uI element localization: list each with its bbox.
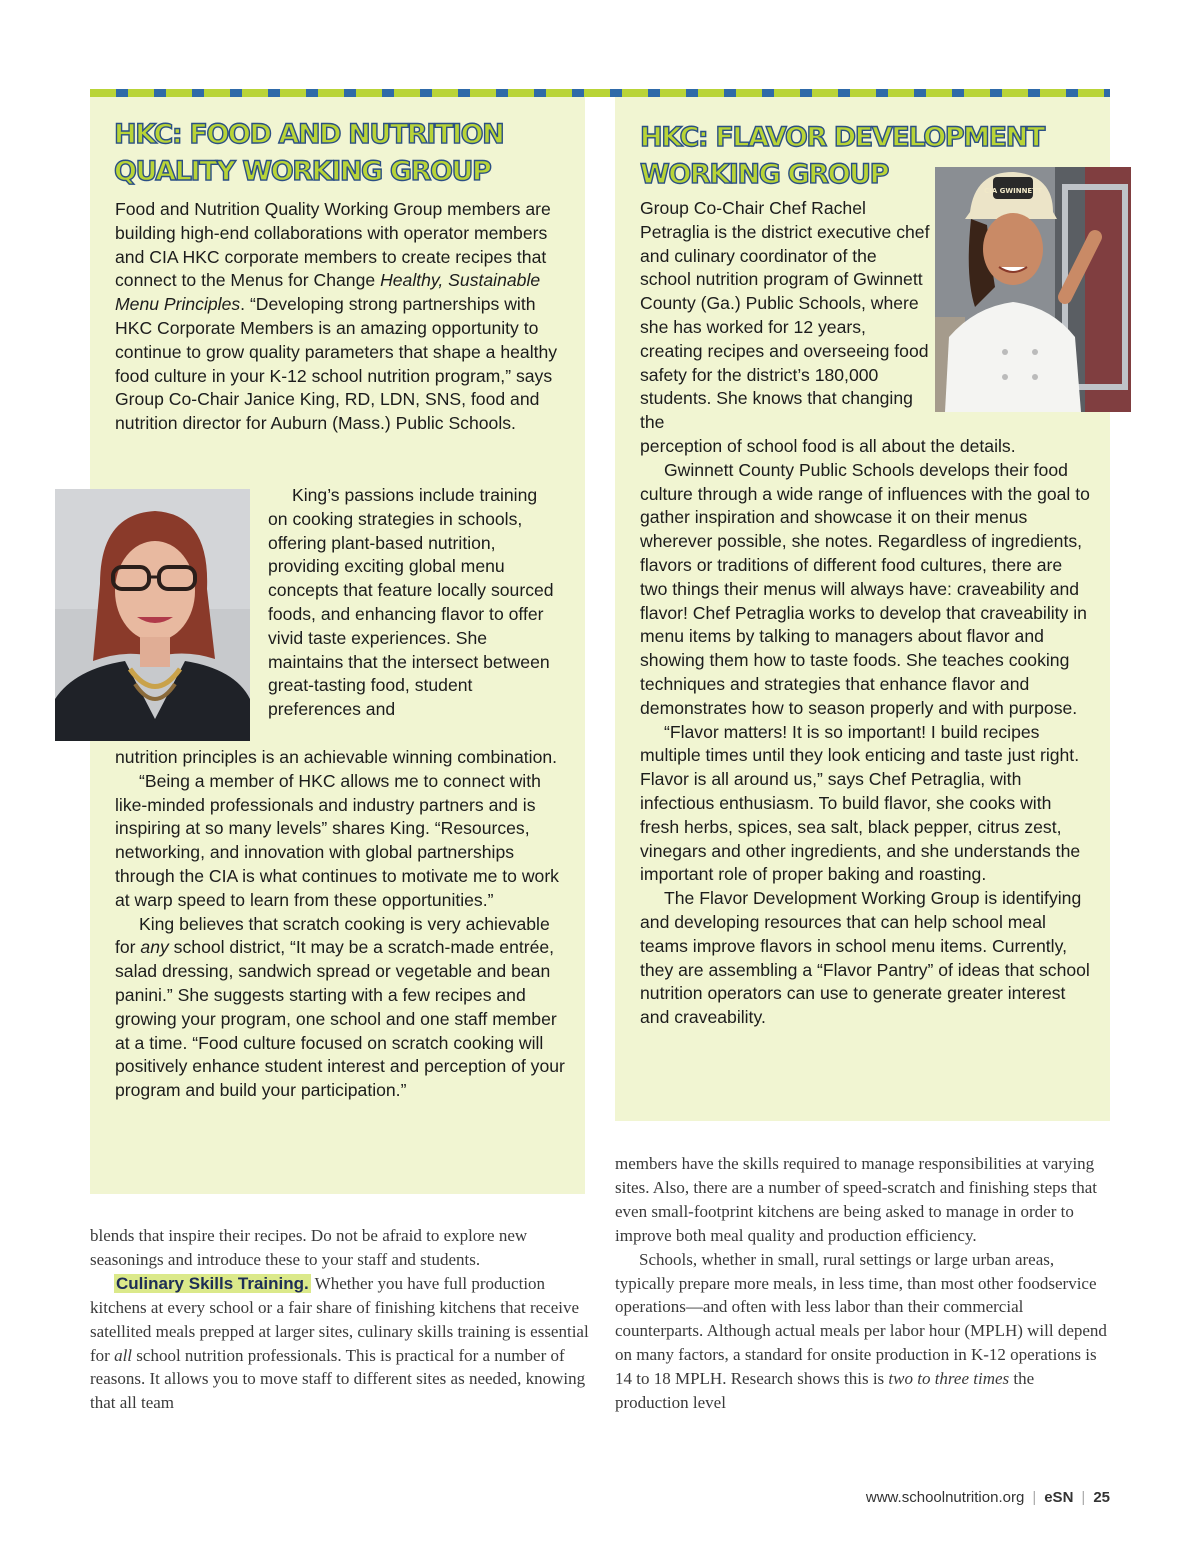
footer-brand: eSN bbox=[1044, 1489, 1074, 1506]
heading-flavor-development: HKC: FLAVOR DEVELOPMENT WORKING GROUP bbox=[640, 122, 1044, 190]
body-right-column bbox=[615, 1152, 1110, 1415]
photo-janice-king bbox=[55, 489, 250, 741]
left-box-paragraph-2-continued: nutrition principles is an achievable winning combination. “Being a member of HKC allows me to connect with like-minded professionals and industry partners and is inspiring at so many levels” shares King. “Resources, networking, and innovation with global partnerships through the CIA is what continues to motivate me to work at warp speed to learn from these opportunities.” King believes that scratch cooking is very achievable for any school district, “It may be a scratch-made entrée, salad dressing, sandwich spread or vegetable and bean panini.” She suggests starting with a few recipes and growing your program, one school and one staff member at a time. “Food culture focused on scratch cooking will positively enhance student interest and perception of your program and build your participation.” bbox=[115, 746, 565, 1103]
top-stripe bbox=[90, 89, 1110, 97]
footer-separator: | bbox=[1081, 1489, 1086, 1506]
photo-rachel-petraglia bbox=[935, 167, 1131, 412]
heading-food-nutrition: HKC: FOOD AND NUTRITION QUALITY WORKING GROUP bbox=[114, 119, 504, 187]
body-left-paragraph-2: Culinary Skills Training. Whether you have full production kitchens at every school or a fair share of finishing kitchens that receive satellited meals prepped at larger sites, culinary skills training is essential for all school nutrition professionals. This is practical for a number of reasons. It allows you to move staff to different sites as needed, knowing that all team bbox=[90, 1273, 589, 1413]
footer-url: www.schoolnutrition.org bbox=[865, 1489, 1025, 1506]
cap-text: CIA GWINNETT bbox=[984, 187, 1042, 195]
page-footer bbox=[866, 1489, 1110, 1506]
left-box-paragraph-2: King’s passions include training on cooking strategies in schools, offering plant-based nutrition, providing exciting global menu concepts that feature locally sourced foods, and enhancing flavor to offer vivid taste experiences. She maintains that the intersect between great-tasting food, student preferences and bbox=[268, 485, 554, 720]
left-box-paragraph-4: King believes that scratch cooking is very achievable for any school district, “It may be a scratch-made entrée, salad dressing, sandwich spread or vegetable and bean panini.” She suggests starting with a few recipes and growing your program, one school and one staff member at a time. “Food culture focused on scratch cooking will positively enhance student interest and perception of your program and build your participation.” bbox=[115, 913, 565, 1101]
footer-separator: | bbox=[1032, 1489, 1037, 1506]
right-box-paragraph-3: “Flavor matters! It is so important! I build recipes multiple times until they look enticing and taste just right. Flavor is all around us,” says Chef Petraglia, with infectious enthusiasm. To build flavor, she cooks with fresh herbs, spices, sea salt, black pepper, citrus zest, vinegars and other ingredients, and she understands the important role of proper baking and roasting. bbox=[640, 721, 1081, 885]
left-box-paragraph-3: “Being a member of HKC allows me to connect with like-minded professionals and industry partners and is inspiring at so many levels” shares King. “Resources, networking, and innovation with global partnerships through the CIA is what continues to motivate me to work at warp speed to learn from these opportunities.” bbox=[115, 770, 559, 910]
right-box-paragraph-1: Group Co-Chair Chef Rachel Petraglia is the district executive chef and culinary coordinator of the school nutrition program of Gwinnett County (Ga.) Public Schools, where she has worked for 12 years, creating recipes and overseeing food safety for the district’s 180,000 students. She knows that changing the bbox=[640, 198, 930, 433]
right-box-paragraph-2: Gwinnett County Public Schools develops their food culture through a wide range of influences with the goal to gather inspiration and showcase it on their menus wherever possible, she notes. Regardless of ingredients, flavors or traditions of different food cultures, there are two things their menus will always have: craveability and flavor! Chef Petraglia works to develop that craveability in menu items by talking to managers about flavor and showing them how to taste foods. She teaches cooking techniques and strategies that enhance flavor and demonstrates how to season properly and with purpose. bbox=[640, 459, 1090, 718]
body-left-paragraph-1: blends that inspire their recipes. Do not be afraid to explore new seasonings and introduce these to your staff and students. bbox=[90, 1226, 528, 1269]
body-left-column bbox=[90, 1224, 590, 1415]
left-box-paragraph-1: Food and Nutrition Quality Working Group members are building high-end collaborations with operator members and CIA HKC corporate members to create recipes that connect to the Menus for Change Healthy, Sustainable Menu Principles. “Developing strong partnerships with HKC Corporate Members is an amazing opportunity to continue to grow quality parameters that shape a healthy food culture in your K-12 school nutrition program,” says Group Co-Chair Janice King, RD, LDN, SNS, food and nutrition director for Auburn (Mass.) Public Schools. bbox=[115, 199, 558, 434]
body-right-paragraph-2: Schools, whether in small, rural settings or large urban areas, typically prepare more meals, in less time, than most other foodservice operations—and often with less labor than their commercial counterparts. Although actual meals per labor hour (MPLH) will depend on many factors, a standard for onsite production in K-12 operations is 14 to 18 MPLH. Research shows this is two to three times the production level bbox=[615, 1249, 1107, 1413]
subhead-culinary-skills: Culinary Skills Training. bbox=[116, 1273, 309, 1293]
right-box-paragraph-4: The Flavor Development Working Group is identifying and developing resources that can help school meal teams improve flavors in school menu items. Currently, they are assembling a “Flavor Pantry” of ideas that school nutrition operators can use to generate greater interest and craveability. bbox=[640, 888, 1090, 1028]
body-right-paragraph-1: members have the skills required to manage responsibilities at varying sites. Also, there are a number of speed-scratch and finishing steps that even small-footprint kitchens are being asked to manage in order to improve both meal quality and production efficiency. bbox=[615, 1154, 1098, 1245]
right-box-paragraph-1-continued: perception of school food is all about the details. Gwinnett County Public Schools develops their food culture through a wide range of influences with the goal to gather inspiration and showcase it on their menus wherever possible, she notes. Regardless of ingredients, flavors or traditions of different food cultures, there are two things their menus will always have: craveability and flavor! Chef Petraglia works to develop that craveability in menu items by talking to managers about flavor and showing them how to taste foods. She teaches cooking techniques and strategies that enhance flavor and demonstrates how to season properly and with purpose. “Flavor matters! It is so important! I build recipes multiple times until they look enticing and taste just right. Flavor is all around us,” says Chef Petraglia, with infectious enthusiasm. To build flavor, she cooks with fresh herbs, spices, sea salt, black pepper, citrus zest, vinegars and other ingredients, and she understands the important role of proper baking and roasting. The Flavor Development Working Group is identifying and developing resources that can help school meal teams improve flavors in school menu items. Currently, they are assembling a “Flavor Pantry” of ideas that school nutrition operators can use to generate greater interest and craveability. bbox=[640, 435, 1090, 1030]
page-number: 25 bbox=[1093, 1489, 1110, 1506]
